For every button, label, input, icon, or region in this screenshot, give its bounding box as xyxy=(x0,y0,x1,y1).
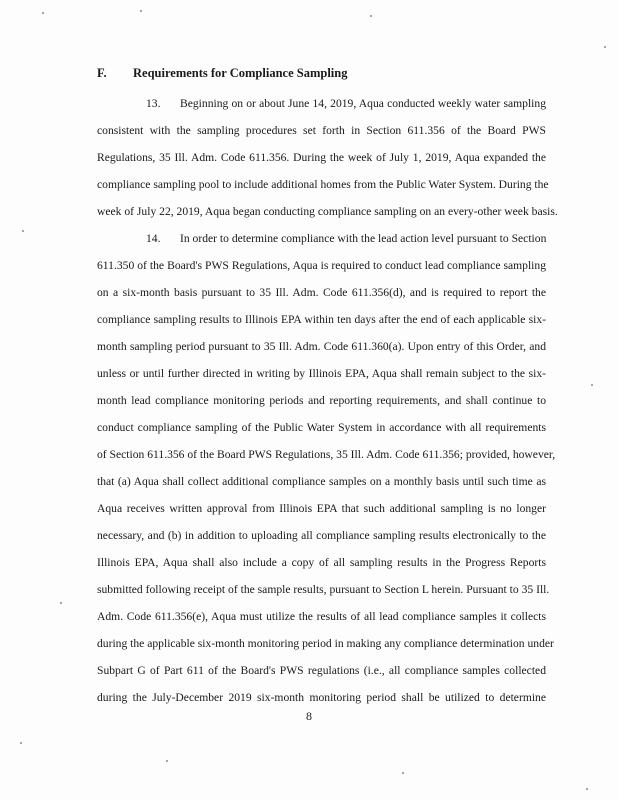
paragraph-14-line: during the July-December 2019 six-month monitoring period shall be utilized to determine xyxy=(97,691,546,704)
paragraph-13-line: compliance sampling pool to include additional homes from the Public Water System. During the xyxy=(97,178,549,191)
paragraph-14-number: 14. xyxy=(146,232,161,245)
scan-speck xyxy=(140,10,142,12)
scan-speck xyxy=(42,12,44,14)
paragraph-14-line: compliance sampling results to Illinois EPA within ten days after the end of each applicable six- xyxy=(97,313,546,326)
paragraph-14-line: on a six-month basis pursuant to 35 Ill. Adm. Code 611.356(d), and is required to report the xyxy=(97,286,546,299)
paragraph-14-line: Subpart G of Part 611 of the Board's PWS regulations (i.e., all compliance samples collected xyxy=(97,664,546,677)
paragraph-14-line: 611.350 of the Board's PWS Regulations, Aqua is required to conduct lead compliance sampling xyxy=(97,259,546,272)
section-title: Requirements for Compliance Sampling xyxy=(133,66,348,80)
paragraph-14-line: submitted following receipt of the sample results, pursuant to Section L herein. Pursuant to 35 Ill. xyxy=(97,583,550,596)
section-letter: F. xyxy=(97,66,107,80)
paragraph-13-line: Regulations, 35 Ill. Adm. Code 611.356. During the week of July 1, 2019, Aqua expanded the xyxy=(97,151,546,164)
paragraph-14-line: of Section 611.356 of the Board PWS Regulations, 35 Ill. Adm. Code 611.356; provided, however, xyxy=(97,448,556,461)
paragraph-14-line: 14. In order to determine compliance with the lead action level pursuant to Section xyxy=(146,232,547,245)
scan-speck xyxy=(591,384,593,386)
paragraph-14-line: month lead compliance monitoring periods and reporting requirements, and shall continue to xyxy=(97,394,546,407)
scan-speck xyxy=(22,230,24,232)
scan-speck xyxy=(402,772,404,774)
paragraph-14-line: during the applicable six-month monitoring period in making any compliance determination under xyxy=(97,637,554,650)
scan-speck xyxy=(604,46,606,48)
paragraph-14-line: month sampling period pursuant to 35 Ill. Adm. Code 611.360(a). Upon entry of this Order, and xyxy=(97,340,546,353)
page-number: 8 xyxy=(306,709,312,723)
paragraph-14-line: conduct compliance sampling of the Public Water System in accordance with all requirements xyxy=(97,421,546,434)
scan-speck xyxy=(370,15,372,17)
paragraph-14-line: Illinois EPA, Aqua shall also include a copy of all sampling results in the Progress Reports xyxy=(97,556,546,569)
paragraph-13-number: 13. xyxy=(146,97,161,110)
paragraph-14-line: Aqua receives written approval from Illinois EPA that such additional sampling is no longer xyxy=(97,502,546,515)
paragraph-13-line: 13. Beginning on or about June 14, 2019, Aqua conducted weekly water sampling xyxy=(146,97,546,110)
paragraph-13-line: consistent with the sampling procedures set forth in Section 611.356 of the Board PWS xyxy=(97,124,546,137)
paragraph-14-line: that (a) Aqua shall collect additional compliance samples on a monthly basis until such time as xyxy=(97,475,546,488)
section-heading xyxy=(97,66,347,81)
scan-speck xyxy=(586,788,588,790)
paragraph-14-line: Adm. Code 611.356(e), Aqua must utilize the results of all lead compliance samples it collects xyxy=(97,610,546,623)
scan-speck xyxy=(60,602,62,604)
paragraph-13-line: week of July 22, 2019, Aqua began conducting compliance sampling on an every-other week basis. xyxy=(97,205,558,218)
scan-speck xyxy=(20,742,22,744)
scan-speck xyxy=(166,760,168,762)
paragraph-14-line: necessary, and (b) in addition to uploading all compliance sampling results electronically to the xyxy=(97,529,546,542)
paragraph-14-line: unless or until further directed in writing by Illinois EPA, Aqua shall remain subject to the six- xyxy=(97,367,546,380)
